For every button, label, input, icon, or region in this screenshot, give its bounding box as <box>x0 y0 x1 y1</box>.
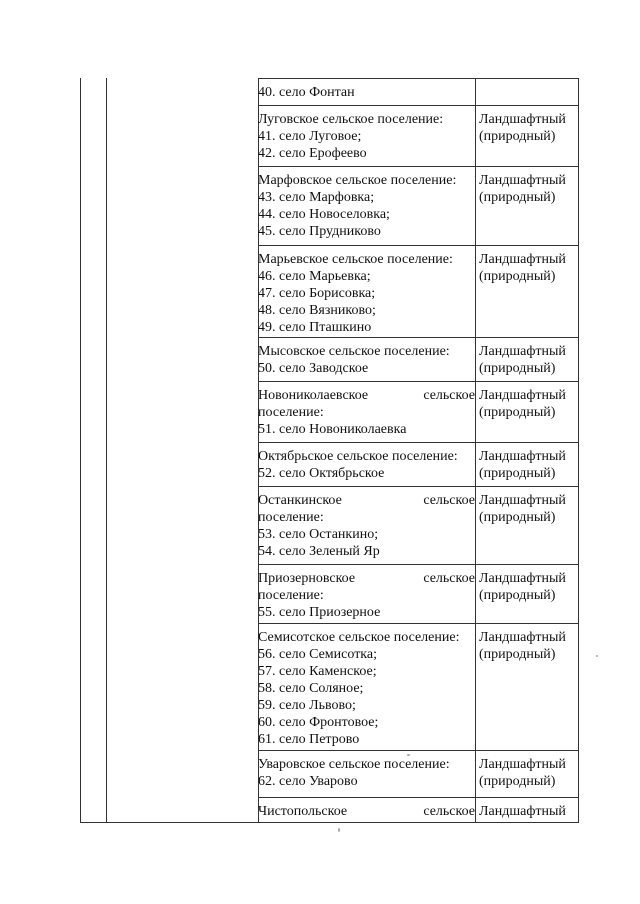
place-cell-right-border <box>475 623 476 750</box>
monument-type-line: Ландшафтный <box>479 757 566 772</box>
type-cell-right-border <box>578 623 579 750</box>
monument-type-line: Ландшафтный <box>479 388 566 403</box>
row-top-border <box>258 166 579 167</box>
type-cell-right-border <box>578 750 579 797</box>
monument-type-line: (природный) <box>479 647 556 662</box>
settlement-line: Марфовское сельское поселение: <box>258 173 457 188</box>
monument-type-cell <box>479 803 577 820</box>
monument-type-line: (природный) <box>479 405 556 420</box>
place-cell-right-border <box>475 564 476 623</box>
settlement-line: Мысовское сельское поселение: <box>258 344 450 359</box>
settlement-heading-word: сельское <box>423 804 475 819</box>
settlement-line: 43. село Марфовка; <box>258 190 375 205</box>
settlement-line: 52. село Октябрьское <box>258 466 385 481</box>
monument-type-line: Ландшафтный <box>479 449 566 464</box>
settlement-line: Семисотское сельское поселение: <box>258 630 460 645</box>
settlement-line: поселение: <box>258 510 324 525</box>
settlement-line: 48. село Вязниково; <box>258 303 376 318</box>
scan-artifact <box>596 655 598 657</box>
settlement-line: Уваровское сельское поселение: <box>258 757 450 772</box>
type-cell-right-border <box>578 105 579 166</box>
monument-type-line: (природный) <box>479 361 556 376</box>
settlement-line: Марьевское сельское поселение: <box>258 252 453 267</box>
settlement-line: 56. село Семисотка; <box>258 647 377 662</box>
settlement-line: 41. село Луговое; <box>258 129 362 144</box>
settlement-heading <box>258 803 475 820</box>
monument-type-cell <box>479 387 577 421</box>
settlement-cell <box>258 570 475 621</box>
settlement-heading-word: Чистопольское <box>258 804 348 819</box>
scan-artifact <box>407 754 410 756</box>
settlement-cell <box>258 448 475 482</box>
row-top-border <box>258 750 579 751</box>
settlement-heading-word: сельское <box>423 571 475 586</box>
settlement-line: 62. село Уварово <box>258 774 358 789</box>
monument-type-line: (природный) <box>479 129 556 144</box>
settlement-line: 61. село Петрово <box>258 732 360 747</box>
row-top-border <box>258 486 579 487</box>
row-top-border <box>258 797 579 798</box>
settlement-line: поселение: <box>258 588 324 603</box>
monument-type-cell <box>479 251 577 285</box>
row-top-border <box>258 623 579 624</box>
monument-type-line: (природный) <box>479 588 556 603</box>
monument-type-line: (природный) <box>479 466 556 481</box>
row-top-border <box>258 105 579 106</box>
monument-type-line: Ландшафтный <box>479 630 566 645</box>
settlement-heading-word: сельское <box>423 388 475 403</box>
monument-type-cell <box>479 492 577 526</box>
type-cell-right-border <box>578 381 579 442</box>
monument-type-cell <box>479 343 577 377</box>
place-cell-right-border <box>475 337 476 381</box>
settlement-cell <box>258 343 475 377</box>
table-bottom-border <box>80 822 259 823</box>
settlement-line: 53. село Останкино; <box>258 527 379 542</box>
settlement-line: 46. село Марьевка; <box>258 269 371 284</box>
monument-type-line: (природный) <box>479 269 556 284</box>
settlement-cell <box>258 387 475 438</box>
monument-type-line: (природный) <box>479 510 556 525</box>
settlement-heading-word: Новониколаевское <box>258 388 369 403</box>
settlement-line: 42. село Ерофеево <box>258 146 367 161</box>
place-cell-right-border <box>475 442 476 486</box>
place-cell-right-border <box>475 486 476 564</box>
monument-type-line: Ландшафтный <box>479 804 566 819</box>
monument-type-cell <box>479 756 577 790</box>
monument-type-cell <box>479 629 577 663</box>
monument-type-line: (природный) <box>479 774 556 789</box>
place-cell-right-border <box>475 381 476 442</box>
settlement-cell <box>258 172 475 240</box>
monument-type-cell <box>479 448 577 482</box>
type-cell-right-border <box>578 166 579 245</box>
settlement-heading-word: Приозерновское <box>258 571 356 586</box>
settlement-line: 55. село Приозерное <box>258 605 381 620</box>
settlement-line: 57. село Каменское; <box>258 664 377 679</box>
settlement-line: 47. село Борисовка; <box>258 286 376 301</box>
monument-type-line: Ландшафтный <box>479 252 566 267</box>
monument-type-line: Ландшафтный <box>479 173 566 188</box>
place-cell-right-border <box>475 797 476 822</box>
scan-artifact <box>338 828 340 832</box>
settlement-line: 50. село Заводское <box>258 361 369 376</box>
monument-type-line: Ландшафтный <box>479 344 566 359</box>
settlement-line: 58. село Соляное; <box>258 681 364 696</box>
row-top-border <box>258 564 579 565</box>
settlement-cell <box>258 756 475 790</box>
table-left-border <box>80 78 81 823</box>
place-cell-right-border <box>475 245 476 337</box>
settlement-cell <box>258 111 475 162</box>
settlement-line: 51. село Новониколаевка <box>258 422 407 437</box>
monument-type-line: Ландшафтный <box>479 112 566 127</box>
monument-type-cell <box>479 570 577 604</box>
settlement-line: 40. село Фонтан <box>258 85 355 100</box>
settlement-line: 54. село Зеленый Яр <box>258 544 380 559</box>
settlement-line: 45. село Прудниково <box>258 224 381 239</box>
settlement-cell <box>258 84 475 101</box>
place-cell-right-border <box>475 105 476 166</box>
type-cell-right-border <box>578 337 579 381</box>
settlement-heading <box>258 570 475 587</box>
table-column-divider-1 <box>106 78 107 823</box>
type-cell-right-border <box>578 797 579 822</box>
type-cell-right-border <box>578 245 579 337</box>
monument-type-cell <box>479 172 577 206</box>
place-cell-right-border <box>475 750 476 797</box>
settlement-line: 44. село Новоселовка; <box>258 207 390 222</box>
place-cell-right-border <box>475 78 476 105</box>
settlement-cell <box>258 492 475 560</box>
settlement-heading-word: Останкинское <box>258 493 342 508</box>
monument-type-cell <box>479 111 577 145</box>
monument-type-line: (природный) <box>479 190 556 205</box>
settlement-line: 49. село Пташкино <box>258 320 372 335</box>
settlement-line: поселение: <box>258 405 324 420</box>
type-cell-right-border <box>578 78 579 105</box>
settlement-cell <box>258 629 475 748</box>
row-top-border <box>258 442 579 443</box>
settlement-heading <box>258 387 475 404</box>
settlement-line: 59. село Львово; <box>258 698 356 713</box>
settlement-cell <box>258 803 475 820</box>
row-top-border <box>258 337 579 338</box>
settlement-line: Октябрьское сельское поселение: <box>258 449 458 464</box>
settlement-line: Луговское сельское поселение: <box>258 112 444 127</box>
row-top-border <box>258 381 579 382</box>
type-cell-right-border <box>578 564 579 623</box>
table-bottom-border <box>258 822 579 823</box>
row-top-border <box>258 245 579 246</box>
settlement-heading <box>258 492 475 509</box>
type-cell-right-border <box>578 486 579 564</box>
monument-type-line: Ландшафтный <box>479 493 566 508</box>
settlement-line: 60. село Фронтовое; <box>258 715 379 730</box>
settlement-heading-word: сельское <box>423 493 475 508</box>
monument-type-line: Ландшафтный <box>479 571 566 586</box>
type-cell-right-border <box>578 442 579 486</box>
settlement-cell <box>258 251 475 336</box>
place-cell-right-border <box>475 166 476 245</box>
row-top-border <box>258 78 579 79</box>
